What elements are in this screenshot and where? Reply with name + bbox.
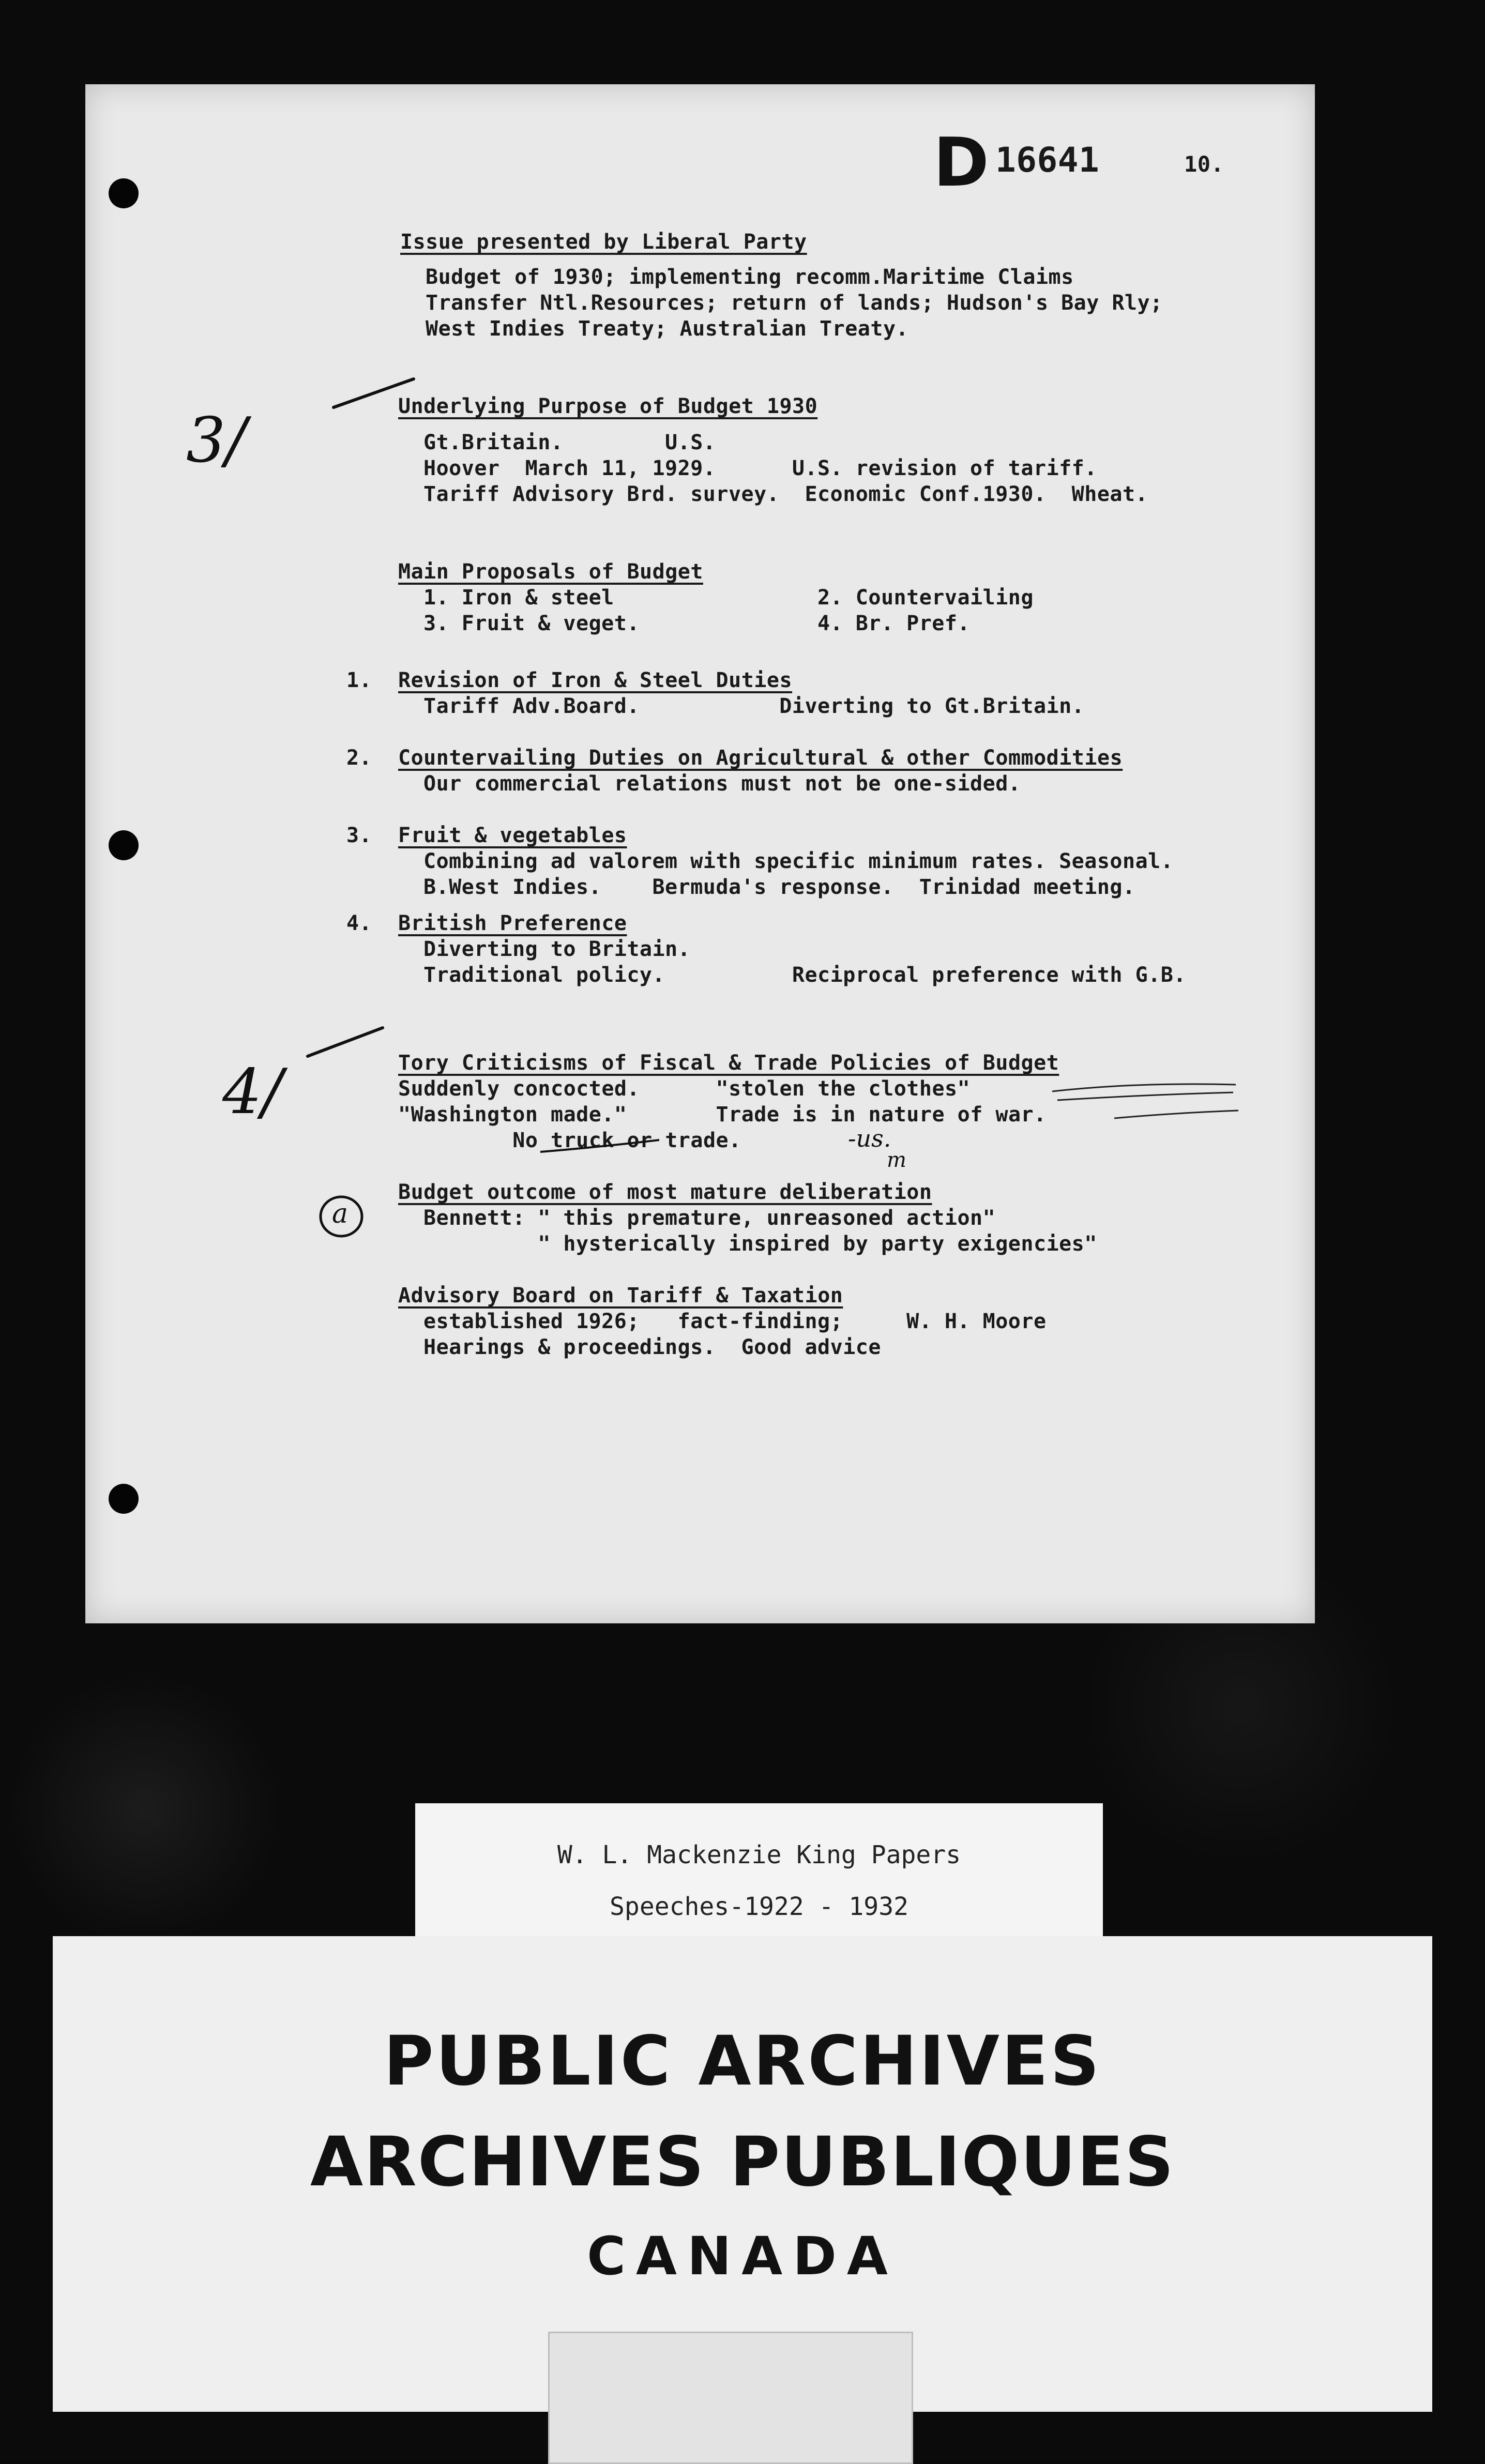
main-proposals-heading: Main Proposals of Budget (398, 560, 703, 584)
item-1-heading: Revision of Iron & Steel Duties (398, 668, 793, 692)
issue-line-2: Transfer Ntl.Resources; return of lands; Hudson's Bay Rly; (426, 291, 1163, 315)
item-1-number: 1. (346, 668, 372, 692)
handwriting-strokes (85, 84, 1315, 1623)
archives-line-french: ARCHIVES PUBLIQUES (310, 2122, 1175, 2202)
handwritten-note-us: -us. (848, 1124, 891, 1152)
outcome-line-2: " hysterically inspired by party exigencies" (423, 1232, 1097, 1256)
item-4-number: 4. (346, 911, 372, 935)
item-2-number: 2. (346, 746, 372, 770)
issue-heading: Issue presented by Liberal Party (400, 230, 807, 254)
item-3-heading: Fruit & vegetables (398, 824, 627, 847)
advisory-line-2: Hearings & proceedings. Good advice (423, 1335, 881, 1359)
doc-id-number: 16641 (995, 140, 1100, 180)
item-3-number: 3. (346, 824, 372, 847)
purpose-line-3: Tariff Advisory Brd. survey. Economic Conf.1930. Wheat. (423, 482, 1148, 506)
tory-heading: Tory Criticisms of Fiscal & Trade Policies of Budget (398, 1051, 1059, 1075)
item-3-line-2: B.West Indies. Bermuda's response. Trinidad meeting. (423, 875, 1135, 899)
typed-sheet (85, 84, 1315, 1623)
item-1-line: Tariff Adv.Board. Diverting to Gt.Britain. (423, 694, 1085, 718)
advisory-line-1: established 1926; fact-finding; W. H. Moore (423, 1310, 1047, 1333)
collection-label (415, 1803, 1103, 1943)
archives-line-country: CANADA (587, 2226, 898, 2287)
purpose-line-2: Hoover March 11, 1929. U.S. revision of tariff. (423, 457, 1097, 480)
tory-line-3: No truck or trade. (398, 1129, 741, 1152)
tory-line-2: "Washington made." Trade is in nature of war. (398, 1103, 1047, 1127)
outcome-line-1: Bennett: " this premature, unreasoned action" (423, 1206, 996, 1230)
handwritten-mark-a: a (332, 1198, 348, 1229)
item-4-line-1: Diverting to Britain. (423, 937, 691, 961)
outcome-heading: Budget outcome of most mature deliberation (398, 1180, 932, 1204)
tory-line-1: Suddenly concocted. "stolen the clothes" (398, 1077, 971, 1101)
bottom-tab (548, 2332, 913, 2464)
page-number: 10. (1184, 151, 1224, 177)
collection-series: Speeches-1922 - 1932 (610, 1892, 908, 1921)
collection-title: W. L. Mackenzie King Papers (557, 1841, 961, 1869)
item-4-line-2: Traditional policy. Reciprocal preference with G.B. (423, 963, 1186, 987)
advisory-heading: Advisory Board on Tariff & Taxation (398, 1284, 843, 1307)
item-4-heading: British Preference (398, 911, 627, 935)
item-2-heading: Countervailing Duties on Agricultural & other Commodities (398, 746, 1123, 770)
handwritten-mark-3: 3/ (186, 405, 247, 477)
main-proposals-line-1: 1. Iron & steel 2. Countervailing (423, 586, 1034, 610)
doc-id-letter: D (933, 123, 989, 202)
handwritten-mark-4: 4/ (222, 1056, 283, 1128)
archives-line-english: PUBLIC ARCHIVES (383, 2021, 1102, 2101)
main-proposals-line-2: 3. Fruit & veget. 4. Br. Pref. (423, 612, 971, 635)
item-3-line-1: Combining ad valorem with specific minimum rates. Seasonal. (423, 849, 1174, 873)
issue-line-1: Budget of 1930; implementing recomm.Maritime Claims (426, 265, 1074, 289)
handwritten-note-m: m (887, 1148, 906, 1172)
purpose-heading: Underlying Purpose of Budget 1930 (398, 394, 818, 418)
item-2-line: Our commercial relations must not be one-sided. (423, 772, 1021, 796)
issue-line-3: West Indies Treaty; Australian Treaty. (426, 317, 909, 341)
purpose-line-1: Gt.Britain. U.S. (423, 431, 716, 454)
